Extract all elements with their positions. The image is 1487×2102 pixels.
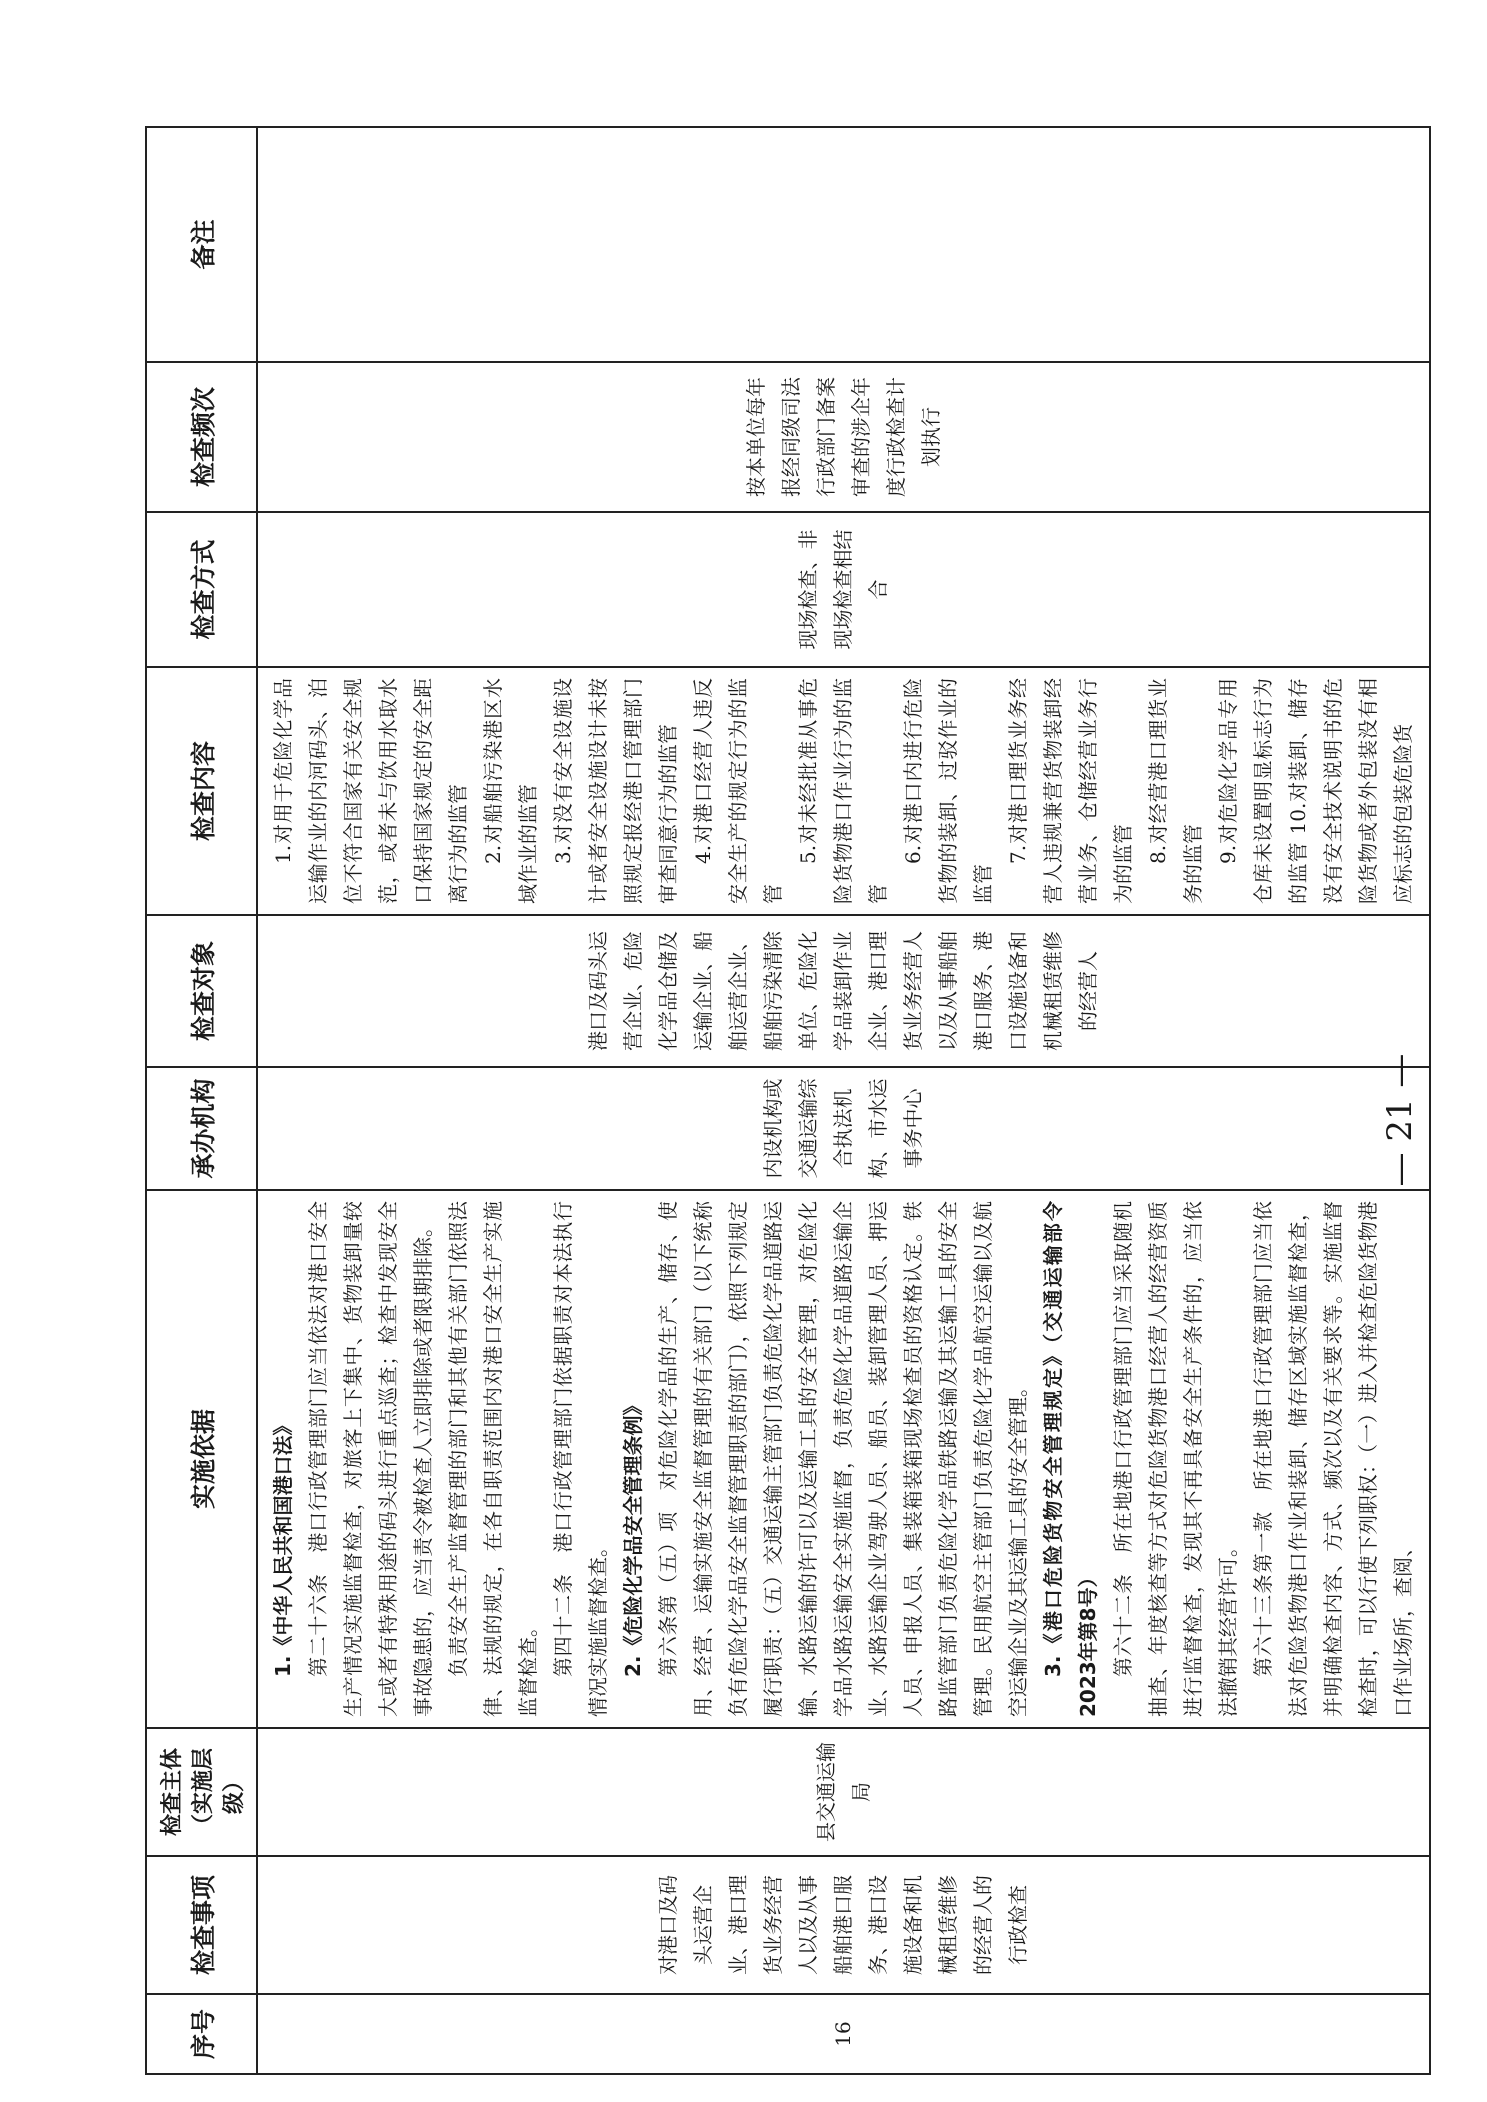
header-agency: 承办机构: [146, 1067, 257, 1190]
cell-agency: 内设机构或交通运输综合执法机构、市水运事务中心: [257, 1067, 1430, 1190]
content-para: 3.对没有安全设施设计或者安全设施设计未按照规定报经港口管理部门审查同意行为的监管: [551, 678, 680, 904]
table-row: [257, 127, 1430, 2074]
header-basis: 实施依据: [146, 1190, 257, 1728]
header-content: 检查内容: [146, 667, 257, 915]
header-subject-level: （实施层级）: [191, 1748, 247, 1837]
basis-para: 第六条第（五）项 对危险化学品的生产、储存、使用、经营、运输实施安全监督管理的有关部门（以下统称负有危险化学品安全监督管理职责的部门），依照下列规定履行职责：（五）交通运输主管部门负责危险化学品道路运输、水路运输的许可以及运输工具的安全管理，对危险化学品水路运输安全实施监督，负责危险化学品道路运输企业、水路运输企业驾驶人员、船员、装卸管理人员、押运人员、申报人员、集装箱装箱现场检查员的资格认定。铁路监管部门负责危险化学品铁路运输及其运输工具的安全管理。民用航空主管部门负责危险化学品航空运输以及航空运输企业及其运输工具的安全管理。: [656, 1201, 1030, 1717]
header-subject-main: 检查主体: [160, 1748, 185, 1837]
header-no: 序号: [146, 1994, 257, 2074]
basis-para: 第二十六条 港口行政管理部门应当依法对港口安全生产情况实施监督检查，对旅客上下集中、货物装卸量较大或者有特殊用途的码头进行重点巡查；检查中发现安全事故隐患的，应当责令被检查人立即排除或者限期排除。: [306, 1201, 435, 1717]
content-para: 4.对港口经营人违反安全生产的规定行为的监管: [691, 678, 785, 904]
cell-frequency: 按本单位每年报经同级司法行政部门备案审查的涉企年度行政检查计划执行: [257, 362, 1430, 512]
header-row: [146, 127, 257, 2074]
content-para: 1.对用于危险化学品运输作业的内河码头、泊位不符合国家有关安全规范，或者未与饮用水取水口保持国家规定的安全距离行为的监管: [271, 678, 470, 904]
cell-basis: [257, 1190, 1430, 1728]
cell-remarks: [257, 127, 1430, 362]
basis-para: 3.《港口危险货物安全管理规定》（交通运输部令2023年第8号）: [1041, 1201, 1100, 1717]
header-remarks: 备注: [146, 127, 257, 362]
inspection-table: [145, 126, 1431, 2075]
page-number-text: — 21 —: [1380, 1053, 1420, 1187]
cell-subject: 县交通运输局: [257, 1728, 1430, 1856]
basis-para: 1.《中华人民共和国港口法》: [271, 1415, 295, 1677]
basis-para: 第六十三条第一款 所在地港口行政管理部门应当依法对危险货物港口作业和装卸、储存区域实施监督检查，并明确检查内容、方式、频次以及有关要求等。实施监督检查时，可以行使下列职权：（一）进入并检查危险货物港口作业场所，查阅、: [1251, 1201, 1415, 1717]
header-item: 检查事项: [146, 1856, 257, 1994]
header-target: 检查对象: [146, 915, 257, 1067]
cell-no: 16: [257, 1994, 1430, 2074]
basis-para: 第四十二条 港口行政管理部门依据职责对本法执行情况实施监督检查。: [551, 1201, 610, 1717]
cell-method: 现场检查、非现场检查相结合: [257, 512, 1430, 667]
cell-target: 港口及码头运营企业、危险化学品仓储及运输企业、船舶运营企业、船舶污染清除单位、危险化学品装卸作业企业、港口理货业务经营人以及从事船舶港口服务、港口设施设备和机械租赁维修的经营人: [257, 915, 1430, 1067]
cell-item: 对港口及码头运营企业、港口理货业务经营人以及从事船舶港口服务、港口设施设备和机械租赁维修的经营人的行政检查: [257, 1856, 1430, 1994]
content-para: 6.对港口内进行危险货物的装卸、过驳作业的监管: [901, 678, 995, 904]
page-number: [1380, 1040, 1420, 1200]
content-para: 2.对船舶污染港区水域作业的监管: [481, 678, 540, 904]
basis-para: 2.《危险化学品安全管理条例》: [621, 1395, 645, 1677]
content-para: 7.对港口理货业务经营人违规兼营货物装卸经营业务、仓储经营业务行为的监管: [1006, 678, 1135, 904]
cell-content: [257, 667, 1430, 915]
content-para: 9.对危险化学品专用仓库未设置明显标志行为的监管 10.对装卸、储存没有安全技术说明书的危险货物或者外包装没有相应标志的包装危险货: [1216, 678, 1415, 904]
header-frequency: 检查频次: [146, 362, 257, 512]
basis-para: 第六十二条 所在地港口行政管理部门应当采取随机抽查、年度核查等方式对危险货物港口经营人的经营资质进行监督检查，发现其不再具备安全生产条件的，应当依法撤销其经营许可。: [1111, 1201, 1240, 1717]
basis-para: 负责安全生产监督管理的部门和其他有关部门依照法律、法规的规定，在各自职责范围内对港口安全生产实施监督检查。: [446, 1201, 540, 1717]
header-subject: [146, 1728, 257, 1856]
header-method: 检查方式: [146, 512, 257, 667]
content-para: 5.对未经批准从事危险货物港口作业行为的监管: [796, 678, 890, 904]
content-para: 8.对经营港口理货业务的监管: [1146, 678, 1205, 904]
